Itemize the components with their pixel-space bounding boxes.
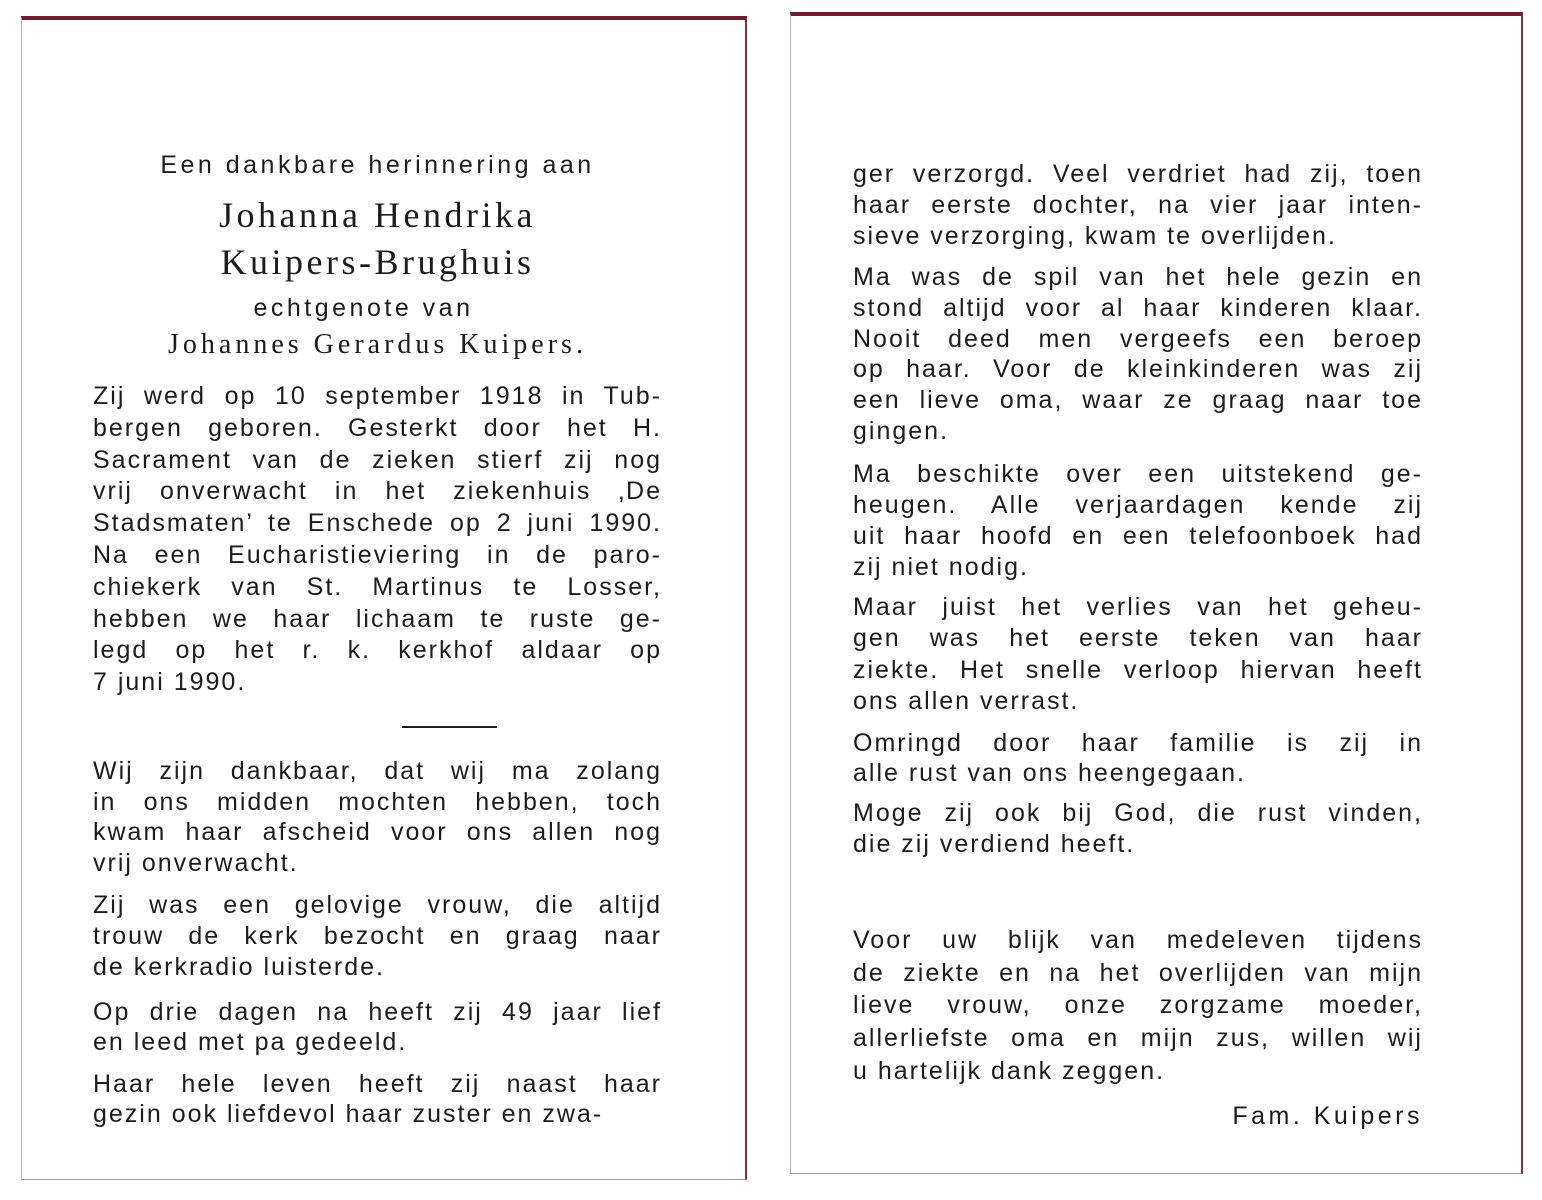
text-line: hebben we haar lichaam te ruste ge- (93, 604, 662, 633)
text-line: die zij verdiend heeft. (853, 830, 1136, 858)
text-line: de kerkradio luisterde. (93, 953, 385, 981)
paragraph (853, 159, 1423, 252)
paragraph (853, 262, 1423, 447)
text-line: Wij zijn dankbaar, dat wij ma zolang (93, 757, 662, 785)
text-line: Na een Eucharistieviering in de paro- (93, 540, 662, 569)
paragraph (853, 798, 1423, 860)
spouse-intro: echtgenote van (253, 294, 474, 322)
text-line: gingen. (853, 416, 950, 445)
text-line: haar eerste dochter, na vier jaar inten- (853, 191, 1423, 219)
text-line: vrij onverwacht in het ziekenhuis ‚De (93, 477, 662, 506)
paragraph (93, 997, 662, 1057)
text-line: Stadsmaten’ te Enschede op 2 juni 1990. (93, 509, 662, 538)
text-line: in ons midden mochten hebben, toch (93, 787, 662, 816)
text-line: u hartelijk dank zeggen. (853, 1056, 1166, 1085)
text-line: chiekerk van St. Martinus te Losser, (93, 572, 662, 601)
paragraph (853, 592, 1423, 717)
text-line: trouw de kerk bezocht en graag naar (93, 922, 662, 950)
text-line: ger verzorgd. Veel verdriet had zij, toen (853, 160, 1423, 188)
text-line: vrij onverwacht. (93, 849, 299, 878)
paragraph (93, 381, 662, 699)
text-line: heugen. Alle verjaardagen kende zij (853, 491, 1423, 519)
text-line: op haar. Voor de kleinkinderen was zij (853, 355, 1423, 384)
text-line: Zij was een gelovige vrouw, die altijd (93, 891, 662, 919)
text-line: gezin ook liefdevol haar zuster en zwa- (93, 1100, 604, 1128)
text-line: legd op het r. k. kerkhof aldaar op (93, 636, 662, 665)
paragraph (853, 728, 1423, 788)
paragraph (93, 890, 662, 983)
text-line: Moge zij ook bij God, die rust vinden, (853, 799, 1423, 827)
left-card-page (21, 16, 747, 1180)
text-line: een lieve oma, waar ze graag naar toe (853, 386, 1423, 415)
text-line: de ziekte en na het overlijden van mijn (853, 958, 1423, 987)
text-line: bergen geboren. Gesterkt door het H. (93, 413, 662, 442)
paragraph (853, 459, 1423, 583)
family-signature: Fam. Kuipers (1232, 1102, 1423, 1130)
text-line: gen was het eerste teken van haar (853, 624, 1423, 653)
left-page-text-area (93, 16, 662, 1175)
text-line: 7 juni 1990. (93, 668, 247, 697)
text-line: Haar hele leven heeft zij naast haar (93, 1070, 662, 1098)
text-line: Ma beschikte over een uitstekend ge- (853, 460, 1423, 488)
text-line: en leed met pa gedeeld. (93, 1028, 408, 1056)
text-line: Maar juist het verlies van het geheu- (853, 593, 1423, 621)
paragraph (93, 1069, 662, 1129)
text-line: stond altijd voor al haar kinderen klaar. (853, 293, 1423, 322)
text-line: sieve verzorging, kwam te overlijden. (853, 222, 1337, 250)
deceased-name-first: Johanna Hendrika (219, 195, 536, 235)
text-line: Voor uw blijk van medeleven tijdens (853, 926, 1423, 954)
text-line: Nooit deed men vergeefs een beroep (853, 324, 1423, 353)
dedication-intro: Een dankbare herinnering aan (160, 151, 595, 179)
text-line: Sacrament van de zieken stierf zij nog (93, 445, 662, 474)
text-line: uit haar hoofd en een telefoonboek had (853, 522, 1423, 550)
spouse-name: Johannes Gerardus Kuipers. (168, 329, 587, 360)
text-line: alle rust van ons heengegaan. (853, 759, 1246, 787)
text-line: kwam haar afscheid voor ons allen nog (93, 818, 662, 847)
paragraph (853, 924, 1423, 1087)
text-line: ons allen verrast. (853, 686, 1080, 715)
divider-rule (402, 726, 497, 728)
text-line: Ma was de spil van het hele gezin en (853, 263, 1423, 291)
right-page-text-area (853, 12, 1423, 1169)
text-line: Zij werd op 10 september 1918 in Tub- (93, 382, 662, 410)
text-line: Omringd door haar familie is zij in (853, 729, 1423, 757)
right-card-page (790, 12, 1523, 1174)
text-line: allerliefste oma en mijn zus, willen wij (853, 1024, 1423, 1053)
deceased-name-surname: Kuipers-Brughuis (220, 242, 535, 282)
text-line: Op drie dagen na heeft zij 49 jaar lief (93, 998, 662, 1026)
text-line: lieve vrouw, onze zorgzame moeder, (853, 991, 1423, 1020)
text-line: zij niet nodig. (853, 553, 1029, 581)
paragraph (93, 756, 662, 879)
text-line: ziekte. Het snelle verloop hiervan heeft (853, 655, 1423, 684)
